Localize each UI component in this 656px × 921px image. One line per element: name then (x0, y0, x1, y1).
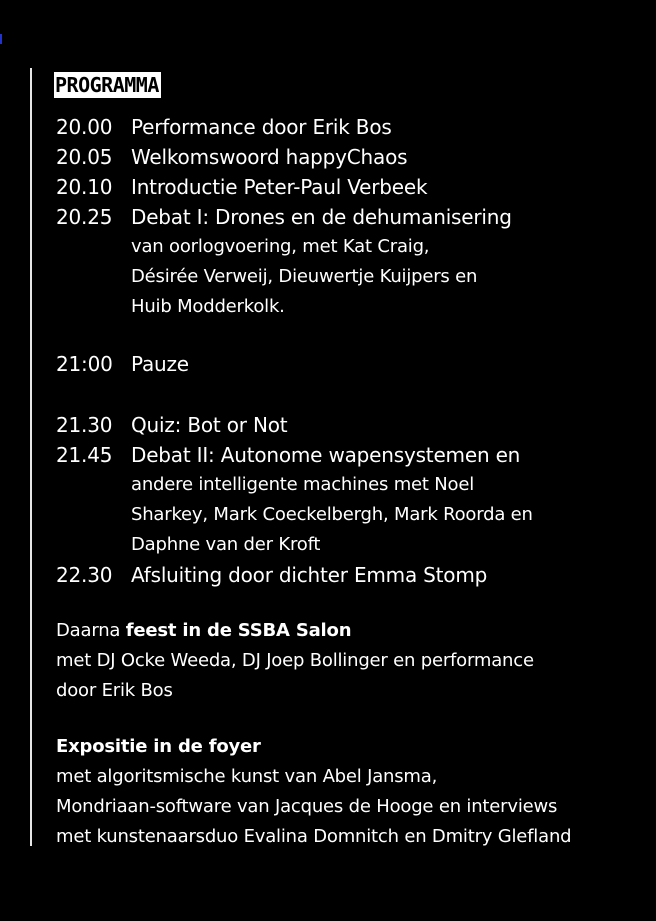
afterparty-title: feest in de SSBA Salon (125, 620, 352, 641)
corner-mark (0, 34, 2, 44)
exhibition-line-3: Mondriaan-software van Jacques de Hooge en interviews (56, 796, 558, 817)
program-item-1: Performance door Erik Bos (131, 115, 392, 139)
program-time-1: 20.00 (56, 115, 113, 139)
program-item-7 (131, 440, 533, 560)
program-item-4-line-1: Debat I: Drones en de dehumanisering (131, 205, 512, 229)
afterparty-heading (56, 616, 534, 646)
program-time-5: 21:00 (56, 352, 113, 376)
program-item-4-line-2: van oorlogvoering, met Kat Craig, (131, 236, 430, 257)
afterparty-line-3: door Erik Bos (56, 680, 173, 701)
program-item-4-line-3: Désirée Verweij, Dieuwertje Kuijpers en (131, 266, 478, 287)
program-item-7-line-1: Debat II: Autonome wapensystemen en (131, 443, 521, 467)
afterparty-section (56, 616, 534, 706)
vertical-rule (30, 68, 32, 846)
program-item-4-line-4: Huib Modderkolk. (131, 296, 285, 317)
exhibition-title: Expositie in de foyer (56, 736, 261, 757)
program-item-6: Quiz: Bot or Not (131, 413, 288, 437)
program-time-3: 20.10 (56, 175, 113, 199)
afterparty-line-2: met DJ Ocke Weeda, DJ Joep Bollinger en performance (56, 650, 534, 671)
program-item-4 (131, 202, 512, 322)
exhibition-line-4: met kunstenaarsduo Evalina Domnitch en Dmitry Glefland (56, 826, 572, 847)
exhibition-line-2: met algoritsmische kunst van Abel Jansma, (56, 766, 438, 787)
program-time-6: 21.30 (56, 413, 113, 437)
program-time-7: 21.45 (56, 443, 113, 467)
program-item-8: Afsluiting door dichter Emma Stomp (131, 563, 488, 587)
program-item-7-line-2: andere intelligente machines met Noel (131, 474, 475, 495)
program-item-7-line-4: Daphne van der Kroft (131, 534, 321, 555)
program-item-7-line-3: Sharkey, Mark Coeckelbergh, Mark Roorda en (131, 504, 533, 525)
program-time-2: 20.05 (56, 145, 113, 169)
program-item-3: Introductie Peter-Paul Verbeek (131, 175, 428, 199)
program-time-4: 20.25 (56, 205, 113, 229)
program-item-5: Pauze (131, 352, 189, 376)
program-heading: PROGRAMMA (55, 73, 159, 97)
afterparty-intro: Daarna (56, 620, 126, 641)
exhibition-section (56, 732, 571, 852)
program-item-2: Welkomswoord happyChaos (131, 145, 408, 169)
program-time-8: 22.30 (56, 563, 113, 587)
